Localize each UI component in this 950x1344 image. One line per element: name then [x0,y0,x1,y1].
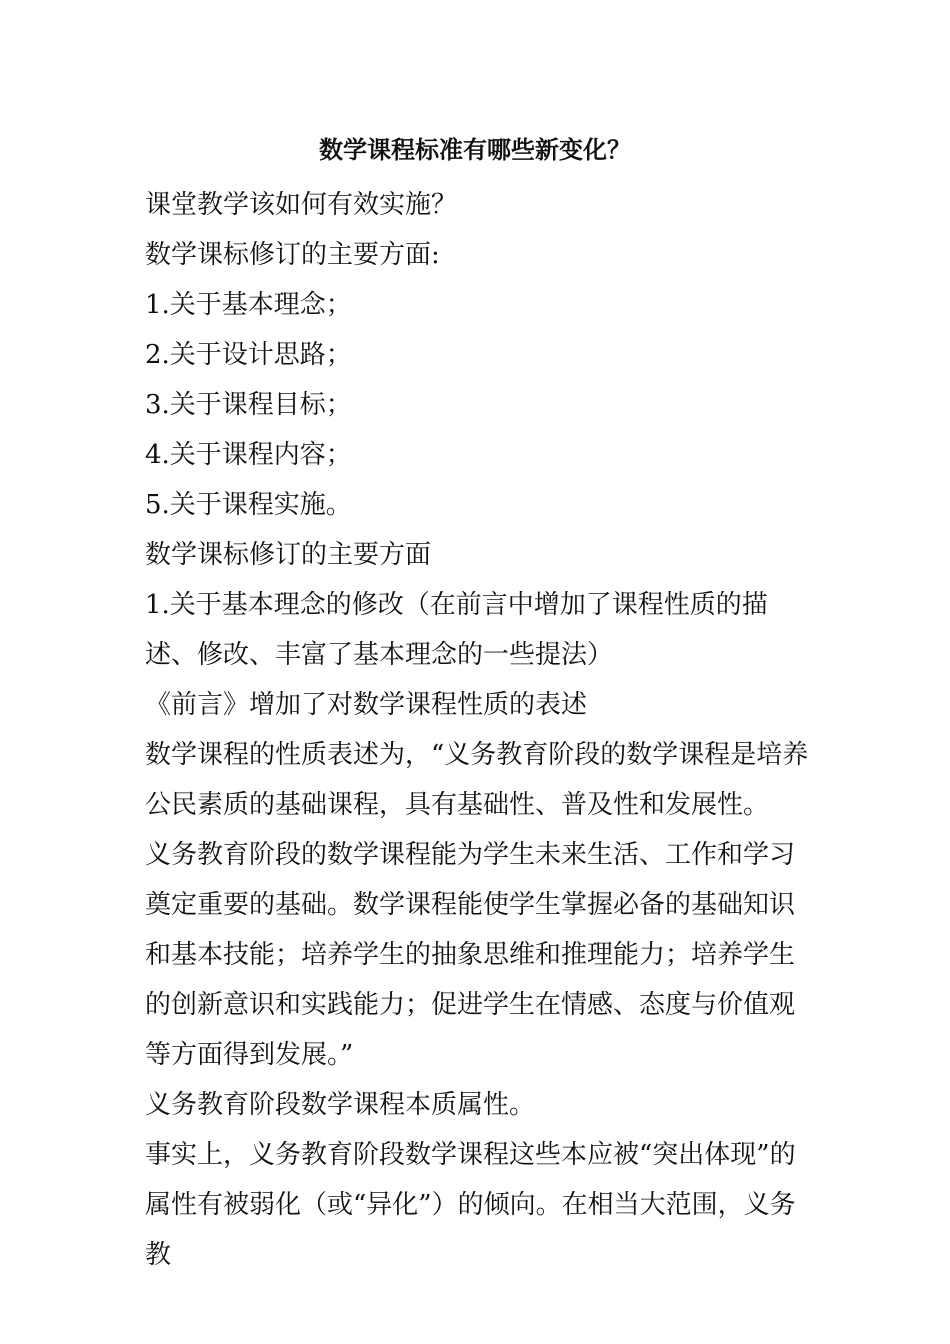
paragraph: 义务教育阶段数学课程本质属性。 [145,1090,536,1120]
paragraph: 义务教育阶段的数学课程能为学生未来生活、工作和学习奠定重要的基础。数学课程能使学生掌握必备的基础知识和基本技能；培养学生的抽象思维和推理能力；培养学生的创新意识和实践能力；促进学生在情感、态度与价值观等方面得到发展。” [145,840,796,1070]
paragraph: 数学课标修订的主要方面: [145,240,440,270]
section-heading: 数学课标修订的主要方面 [145,540,432,570]
document-title: 数学课程标准有哪些新变化？ [319,135,631,164]
paragraph: 数学课程的性质表述为，“义务教育阶段的数学课程是培养公民素质的基础课程，具有基础性、普及性和发展性。 [145,740,809,820]
paragraph: 课堂教学该如何有效实施？ [145,190,458,220]
list-item: 3.关于课程目标； [145,390,352,420]
list-item: 4.关于课程内容； [145,440,352,470]
list-item: 5.关于课程实施。 [145,490,352,520]
paragraph: 《前言》增加了对数学课程性质的表述 [145,690,588,720]
list-item: 1.关于基本理念； [145,290,352,320]
paragraph: 1.关于基本理念的修改（在前言中增加了课程性质的描述、修改、丰富了基本理念的一些提法） [145,590,768,670]
list-item: 2.关于设计思路； [145,340,352,370]
paragraph: 事实上，义务教育阶段数学课程这些本应被“突出体现”的属性有被弱化（或“异化”）的倾向。在相当大范围，义务教 [145,1140,796,1270]
document-body [145,180,810,1280]
